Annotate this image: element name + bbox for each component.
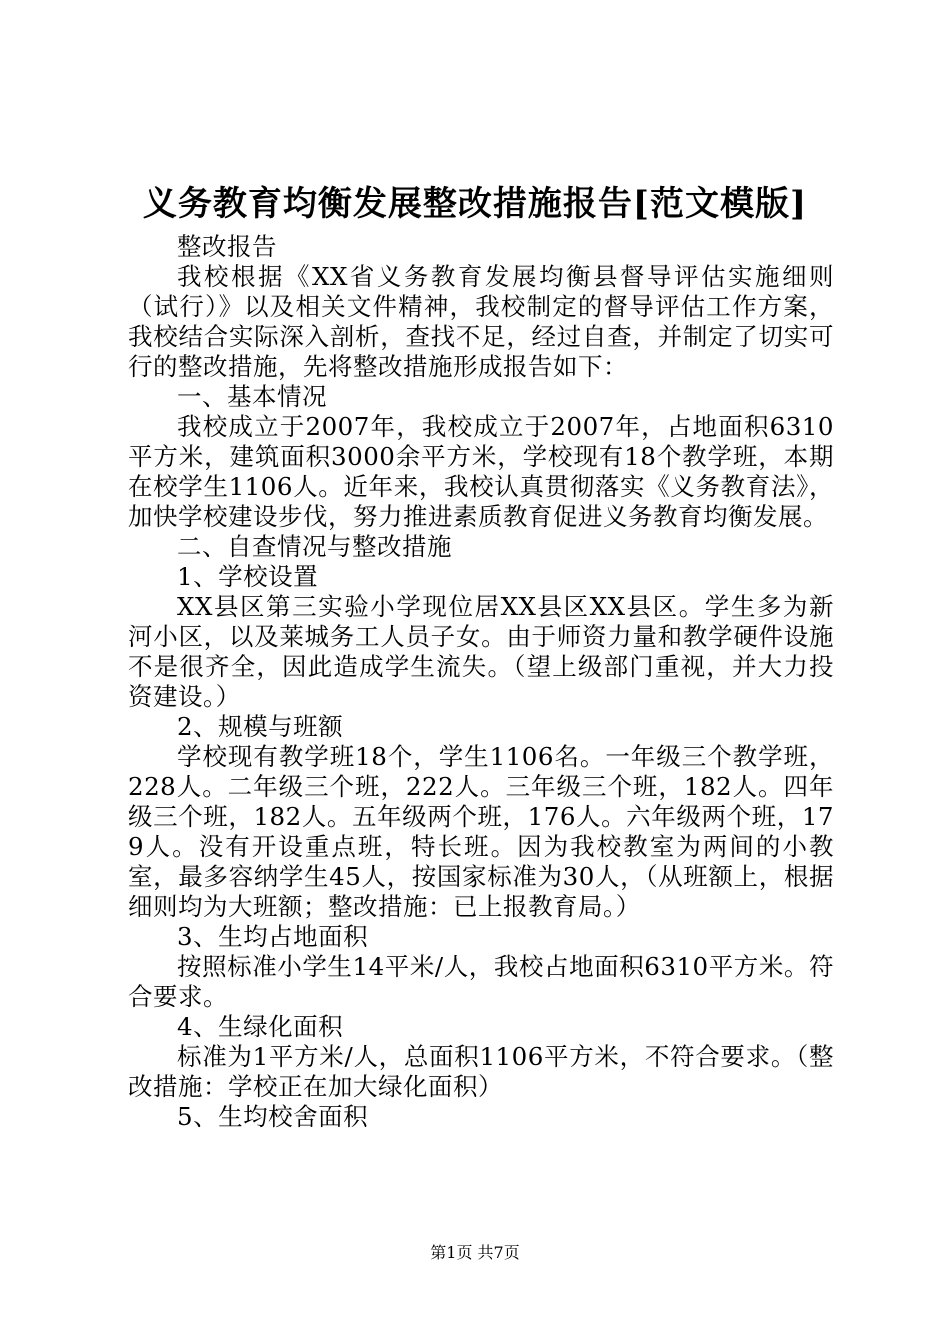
paragraph-class-size: 学校现有教学班18个，学生1106名。一年级三个教学班，228人。二年级三个班，222人。三年级三个班，182人。四年级三个班，182人。五年级两个班，176人。六年级两个班，179人。没有开设重点班，特长班。因为我校教室为两间的小教室，最多容纳学生45人，按国家标准为30人，（从班额上，根据细则均为大班额；整改措施：已上报教育局。） (128, 742, 834, 921)
paragraph-land-area: 按照标准小学生14平米/人，我校占地面积6310平方米。符合要求。 (128, 952, 834, 1011)
subheading-green-area: 4、生绿化面积 (177, 1012, 344, 1041)
subheading-school-setting: 1、学校设置 (177, 562, 319, 591)
subheading-land-area: 3、生均占地面积 (177, 922, 369, 951)
paragraph-basic-info: 我校成立于2007年，我校成立于2007年，占地面积6310平方米，建筑面积3000余平方米，学校现有18个教学班，本期在校学生1106人。近年来，我校认真贯彻落实《义务教育法》，加快学校建设步伐，努力推进素质教育促进义务教育均衡发展。 (128, 412, 834, 531)
document-title: 义务教育均衡发展整改措施报告[范文模版] (142, 184, 808, 224)
section-heading-self-check: 二、自查情况与整改措施 (177, 532, 452, 561)
section-heading-basic-info: 一、基本情况 (177, 382, 327, 411)
paragraph-school-setting: XX县区第三实验小学现位居XX县区XX县区。学生多为新河小区，以及莱城务工人员子女。由于师资力量和教学硬件设施不是很齐全，因此造成学生流失。（望上级部门重视，并大力投资建设。） (128, 592, 834, 711)
page-number-footer: 第1页 共7页 (430, 1243, 520, 1262)
subheading-class-size: 2、规模与班额 (177, 712, 344, 741)
paragraph-intro: 我校根据《XX省义务教育发展均衡县督导评估实施细则（试行）》以及相关文件精神，我校制定的督导评估工作方案，我校结合实际深入剖析，查找不足，经过自查，并制定了切实可行的整改措施，先将整改措施形成报告如下： (128, 262, 834, 381)
subheading-building-area: 5、生均校舍面积 (177, 1102, 369, 1131)
paragraph-heading-report: 整改报告 (177, 232, 277, 261)
paragraph-green-area: 标准为1平方米/人，总面积1106平方米，不符合要求。（整改措施：学校正在加大绿化面积） (128, 1042, 834, 1101)
document-body (128, 232, 834, 1132)
